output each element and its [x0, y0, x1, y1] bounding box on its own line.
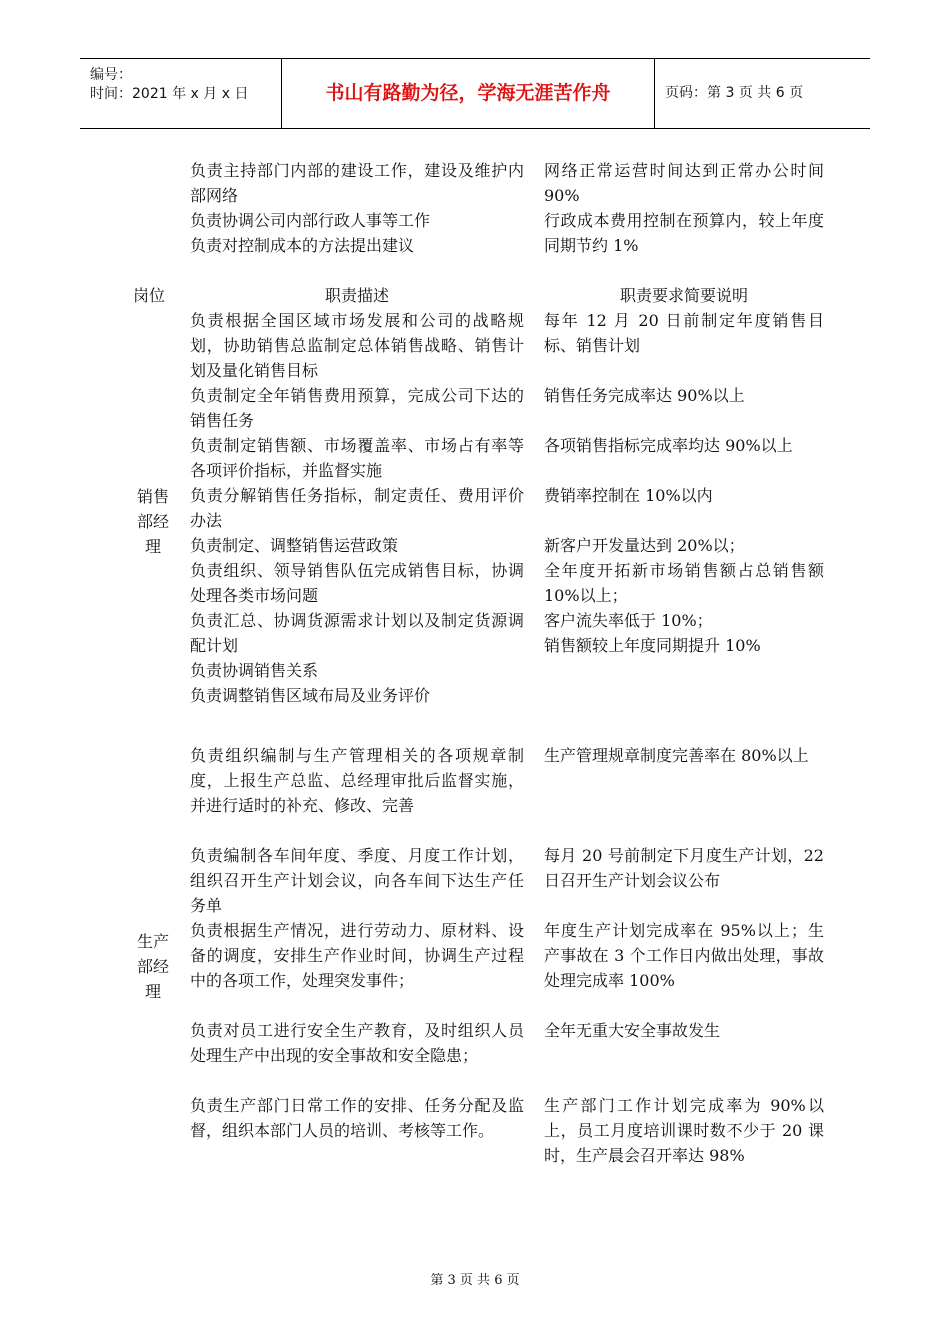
requirement-text: 各项销售指标完成率均达 90%以上	[544, 436, 793, 455]
header-meta	[80, 59, 282, 128]
duty-text: 负责主持部门内部的建设工作，建设及维护内部网络	[190, 161, 524, 205]
duty-text: 负责生产部门日常工作的安排、任务分配及监督，组织本部门人员的培训、考核等工作。	[190, 1096, 524, 1140]
requirement-text: 网络正常运营时间达到正常办公时间 90%	[544, 161, 824, 205]
requirement-text: 客户流失率低于 10%；	[544, 611, 713, 630]
duty-text: 负责编制各车间年度、季度、月度工作计划，组织召开生产计划会议，向各车间下达生产任务单	[190, 846, 524, 915]
duty-text: 负责组织、领导销售队伍完成销售目标，协调处理各类市场问题	[190, 561, 524, 605]
requirement-text: 费销率控制在 10%以内	[544, 486, 713, 505]
requirement-text: 新客户开发量达到 20%以；	[544, 536, 745, 555]
duty-text: 负责根据生产情况，进行劳动力、原材料、设备的调度，安排生产作业时间，协调生产过程中的各项工作，处理突发事件；	[190, 921, 524, 990]
requirement-text: 全年度开拓新市场销售额占总销售额 10%以上；	[544, 561, 824, 605]
requirement-text: 每月 20 号前制定下月度生产计划，22 日召开生产计划会议公布	[544, 846, 824, 890]
duty-text: 负责组织编制与生产管理相关的各项规章制度，上报生产总监、总经理审批后监督实施，并进行适时的补充、修改、完善	[190, 746, 524, 815]
duty-text: 负责制定销售额、市场覆盖率、市场占有率等各项评价指标，并监督实施	[190, 436, 524, 480]
date-label: 时间：2021 年 x 月 x 日	[90, 86, 249, 102]
column-header-post: 岗位	[133, 286, 166, 305]
duty-text: 负责分解销售任务指标，制定责任、费用评价办法	[190, 486, 524, 530]
requirement-text: 销售任务完成率达 90%以上	[544, 386, 745, 405]
requirement-text: 生产管理规章制度完善率在 80%以上	[544, 746, 809, 765]
duty-text: 负责制定全年销售费用预算，完成公司下达的销售任务	[190, 386, 524, 430]
duty-text: 负责协调公司内部行政人事等工作	[190, 211, 431, 230]
requirement-text: 行政成本费用控制在预算内，较上年度同期节约 1%	[544, 211, 824, 255]
post-sales-manager: 销售部经理	[136, 487, 169, 556]
header-page-info: 页码：第 3 页 共 6 页	[665, 85, 804, 101]
duty-text: 负责制定、调整销售运营政策	[190, 536, 399, 555]
duty-text: 负责协调销售关系	[190, 661, 319, 680]
duty-text: 负责对控制成本的方法提出建议	[190, 236, 415, 255]
duty-text: 负责汇总、协调货源需求计划以及制定货源调配计划	[190, 611, 524, 655]
serial-label: 编号：	[90, 67, 132, 83]
page-header	[80, 58, 870, 129]
post-production-manager: 生产部经理	[136, 932, 169, 1001]
page-footer: 第 3 页 共 6 页	[430, 1273, 520, 1288]
requirement-text: 销售额较上年度同期提升 10%	[544, 636, 761, 655]
requirement-text: 年度生产计划完成率在 95%以上；生产事故在 3 个工作日内做出处理，事故处理完成率 100%	[544, 921, 824, 990]
requirement-text: 全年无重大安全事故发生	[544, 1021, 721, 1040]
column-header-duty: 职责描述	[324, 286, 389, 305]
column-header-requirement: 职责要求简要说明	[619, 286, 748, 305]
duty-text: 负责调整销售区域布局及业务评价	[190, 686, 431, 705]
requirement-text: 每年 12 月 20 日前制定年度销售目标、销售计划	[544, 311, 824, 355]
duty-text: 负责对员工进行安全生产教育，及时组织人员处理生产中出现的安全事故和安全隐患；	[190, 1021, 524, 1065]
requirement-text: 生产部门工作计划完成率为 90%以上，员工月度培训课时数不少于 20 课时，生产晨会召开率达 98%	[544, 1096, 824, 1165]
header-motto: 书山有路勤为径，学海无涯苦作舟	[282, 59, 655, 128]
duty-text: 负责根据全国区域市场发展和公司的战略规划，协助销售总监制定总体销售战略、销售计划及量化销售目标	[190, 311, 524, 380]
